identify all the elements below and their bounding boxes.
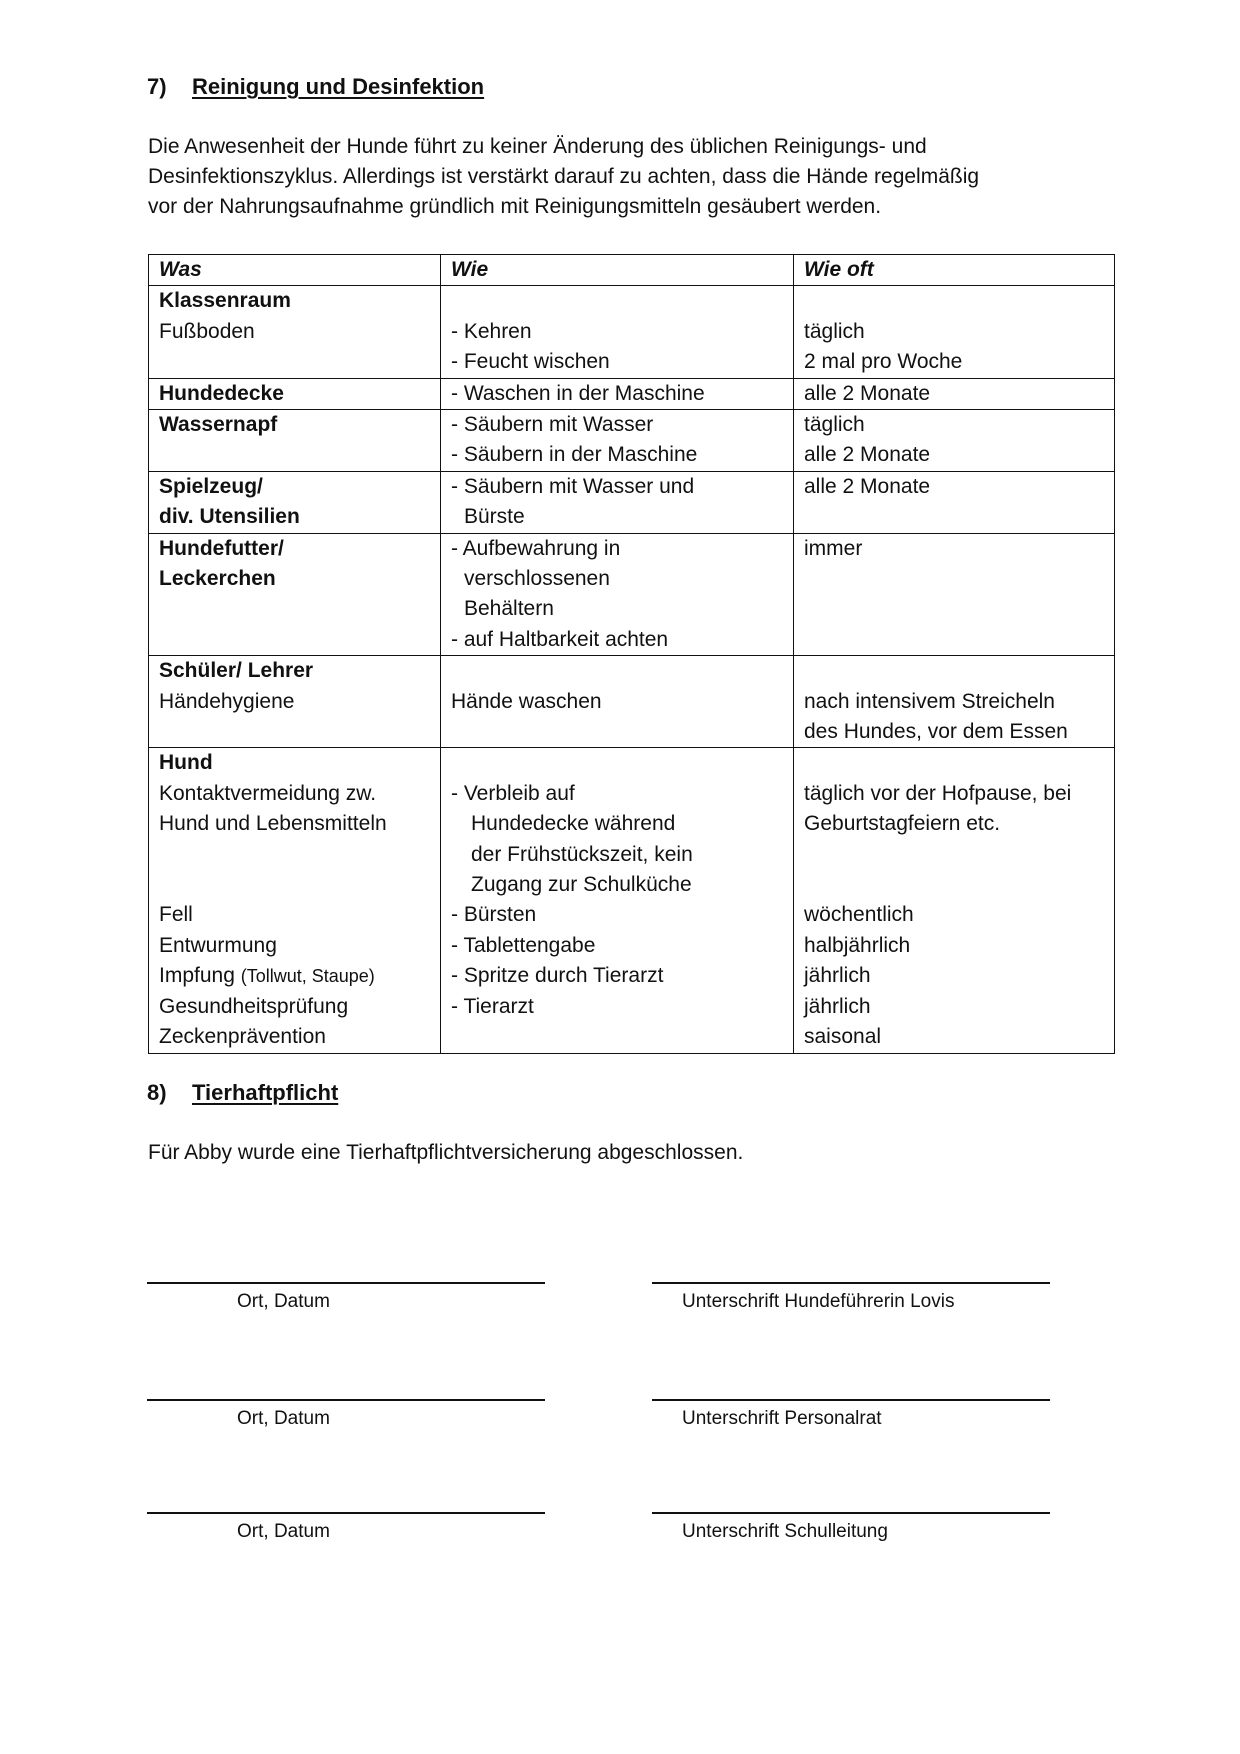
cell-line xyxy=(804,687,1104,717)
cell-line xyxy=(451,1022,783,1052)
signature-label-place-date-1: Ort, Datum xyxy=(237,1291,330,1312)
cell-text: Wassernapf xyxy=(159,413,278,437)
cell-line xyxy=(451,379,783,409)
cell-wie-oft xyxy=(794,656,1115,748)
cell-line xyxy=(804,379,1104,409)
cell-text: - Tierarzt xyxy=(451,994,534,1018)
cell-line xyxy=(804,286,1104,316)
section-7-paragraph xyxy=(148,132,979,222)
cell-text: Behältern xyxy=(464,597,554,621)
paragraph-line: Die Anwesenheit der Hunde führt zu keiner Änderung des üblichen Reinigungs- und xyxy=(148,135,927,158)
cell-was xyxy=(149,378,441,409)
cell-text: Zugang zur Schulküche xyxy=(471,873,692,897)
cell-line xyxy=(804,440,1104,470)
table-row xyxy=(149,286,1115,378)
cell-text: - Tablettengabe xyxy=(451,933,596,957)
cell-line xyxy=(159,687,430,717)
cell-line xyxy=(451,594,783,624)
cell-line xyxy=(804,992,1104,1022)
cell-line xyxy=(159,870,430,900)
cell-line xyxy=(159,625,430,655)
cell-line xyxy=(159,779,430,809)
cell-line xyxy=(804,472,1104,502)
cell-text: Bürste xyxy=(464,505,525,529)
cell-text: nach intensivem Streicheln xyxy=(804,689,1055,713)
cell-line xyxy=(804,748,1104,778)
cell-line xyxy=(804,502,1104,532)
cell-text: - Spritze durch Tierarzt xyxy=(451,964,664,988)
cell-line xyxy=(159,931,430,961)
column-header-wie-oft: Wie oft xyxy=(794,255,1115,286)
cell-wie-oft xyxy=(794,471,1115,533)
table-row xyxy=(149,533,1115,656)
cell-text: täglich xyxy=(804,413,865,437)
cell-text: - Feucht wischen xyxy=(451,350,610,374)
signature-label-school-management: Unterschrift Schulleitung xyxy=(682,1521,888,1542)
cell-text: - Verbleib auf xyxy=(451,781,575,805)
cell-line xyxy=(159,286,430,316)
cell-line xyxy=(451,717,783,747)
cell-text: Gesundheitsprüfung xyxy=(159,994,349,1018)
cell-line xyxy=(451,809,783,839)
cell-line xyxy=(451,410,783,440)
cell-was xyxy=(149,286,441,378)
cell-text: 2 mal pro Woche xyxy=(804,350,963,374)
cell-line xyxy=(159,717,430,747)
section-7-heading xyxy=(147,72,484,102)
cell-line xyxy=(451,564,783,594)
section-8-paragraph: Für Abby wurde eine Tierhaftpflichtversicherung abgeschlossen. xyxy=(148,1141,744,1164)
signature-line-place-date-3 xyxy=(147,1512,545,1514)
table-row xyxy=(149,656,1115,748)
signature-line-staff-council xyxy=(652,1399,1050,1401)
cell-text: jährlich xyxy=(804,964,871,988)
cell-text: - Aufbewahrung in xyxy=(451,536,621,560)
cell-text: - Säubern mit Wasser xyxy=(451,413,654,437)
cell-wie xyxy=(441,410,794,472)
cell-line xyxy=(451,472,783,502)
cell-line xyxy=(159,809,430,839)
cell-line xyxy=(159,379,430,409)
cell-line xyxy=(804,840,1104,870)
cell-text: des Hundes, vor dem Essen xyxy=(804,720,1068,744)
cell-line xyxy=(451,961,783,991)
cell-line xyxy=(804,870,1104,900)
cell-text: täglich vor der Hofpause, bei xyxy=(804,781,1072,805)
cell-text: Kontaktvermeidung zw. xyxy=(159,781,377,805)
cell-line xyxy=(451,286,783,316)
cell-wie xyxy=(441,286,794,378)
table-row xyxy=(149,471,1115,533)
cell-line xyxy=(804,347,1104,377)
cell-text: - Säubern mit Wasser und xyxy=(451,474,695,498)
cell-was xyxy=(149,533,441,656)
cell-line xyxy=(451,656,783,686)
cell-text: div. Utensilien xyxy=(159,505,300,529)
cell-text: Zeckenprävention xyxy=(159,1025,326,1049)
cell-text: Klassenraum xyxy=(159,289,291,313)
cell-line xyxy=(451,317,783,347)
signature-label-place-date-3: Ort, Datum xyxy=(237,1521,330,1542)
cell-text: - auf Haltbarkeit achten xyxy=(451,627,669,651)
table-row xyxy=(149,748,1115,1053)
cell-wie xyxy=(441,748,794,1053)
signature-label-staff-council: Unterschrift Personalrat xyxy=(682,1408,882,1429)
signature-label-dog-handler: Unterschrift Hundeführerin Lovis xyxy=(682,1291,955,1312)
cell-was xyxy=(149,410,441,472)
cell-line xyxy=(159,656,430,686)
cell-text: Hundedecke während xyxy=(471,812,676,836)
cell-text: Händehygiene xyxy=(159,689,295,713)
cell-line xyxy=(451,870,783,900)
cell-wie-oft xyxy=(794,533,1115,656)
cell-wie-oft xyxy=(794,378,1115,409)
cleaning-schedule-table xyxy=(148,254,1115,1054)
signature-line-place-date-2 xyxy=(147,1399,545,1401)
cell-text: - Bürsten xyxy=(451,903,537,927)
cell-line xyxy=(159,748,430,778)
cell-line xyxy=(159,840,430,870)
cell-line xyxy=(451,840,783,870)
cell-text: Hände waschen xyxy=(451,689,602,713)
cell-was xyxy=(149,656,441,748)
table-row xyxy=(149,410,1115,472)
cell-line xyxy=(451,440,783,470)
cell-line xyxy=(804,564,1104,594)
cell-line xyxy=(804,809,1104,839)
cell-text: alle 2 Monate xyxy=(804,474,931,498)
cell-note: (Tollwut, Staupe) xyxy=(240,966,375,987)
section-8-heading xyxy=(147,1078,338,1108)
cell-text: Hundefutter/ xyxy=(159,536,284,560)
cell-line xyxy=(804,717,1104,747)
cell-line xyxy=(451,502,783,532)
signature-label-place-date-2: Ort, Datum xyxy=(237,1408,330,1429)
cell-wie-oft xyxy=(794,286,1115,378)
cell-line xyxy=(804,625,1104,655)
section-7-number: 7) xyxy=(147,74,167,99)
cell-line xyxy=(451,625,783,655)
cell-line xyxy=(804,931,1104,961)
cell-text: - Säubern in der Maschine xyxy=(451,443,698,467)
cell-text: Hund und Lebensmitteln xyxy=(159,812,387,836)
cell-line xyxy=(451,748,783,778)
cell-was xyxy=(149,748,441,1053)
signature-line-place-date-1 xyxy=(147,1282,545,1284)
column-header-was: Was xyxy=(149,255,441,286)
cell-line xyxy=(804,317,1104,347)
cell-text: Geburtstagfeiern etc. xyxy=(804,812,1001,836)
cell-line xyxy=(159,900,430,930)
cell-line xyxy=(159,440,430,470)
cell-line xyxy=(804,779,1104,809)
cell-was xyxy=(149,471,441,533)
signature-line-school-management xyxy=(652,1512,1050,1514)
cell-line xyxy=(804,900,1104,930)
table-row xyxy=(149,378,1115,409)
cell-line xyxy=(159,594,430,624)
cell-line xyxy=(451,687,783,717)
cell-text: wöchentlich xyxy=(804,903,914,927)
cell-line xyxy=(159,502,430,532)
paragraph-line: Desinfektionszyklus. Allerdings ist verstärkt darauf zu achten, dass die Hände regelmäßig xyxy=(148,165,980,188)
cell-text: Fell xyxy=(159,903,193,927)
cell-wie-oft xyxy=(794,410,1115,472)
cell-line xyxy=(159,564,430,594)
cell-text: halbjährlich xyxy=(804,933,911,957)
section-7-title: Reinigung und Desinfektion xyxy=(192,74,485,99)
column-header-wie: Wie xyxy=(441,255,794,286)
cell-text: Leckerchen xyxy=(159,567,276,591)
cell-text: Entwurmung xyxy=(159,933,277,957)
cell-line xyxy=(451,534,783,564)
cell-line xyxy=(451,931,783,961)
cell-wie xyxy=(441,533,794,656)
cell-line xyxy=(159,472,430,502)
cell-text: alle 2 Monate xyxy=(804,443,931,467)
cell-text: Hundedecke xyxy=(159,381,284,405)
cell-line xyxy=(451,347,783,377)
cell-line xyxy=(804,410,1104,440)
cell-line xyxy=(159,992,430,1022)
cell-line xyxy=(451,900,783,930)
cell-text: - Waschen in der Maschine xyxy=(451,381,705,405)
section-8-title: Tierhaftpflicht xyxy=(192,1080,339,1105)
cell-line xyxy=(804,656,1104,686)
cell-line xyxy=(804,594,1104,624)
cell-text: jährlich xyxy=(804,994,871,1018)
cell-text: saisonal xyxy=(804,1025,882,1049)
cell-line xyxy=(804,1022,1104,1052)
cell-text: - Kehren xyxy=(451,319,532,343)
cell-text: Hund xyxy=(159,751,213,775)
table-header-row xyxy=(149,255,1115,286)
cell-text: der Frühstückszeit, kein xyxy=(471,842,693,866)
cell-text: Fußboden xyxy=(159,319,255,343)
cell-text: Spielzeug/ xyxy=(159,474,263,498)
cell-text: täglich xyxy=(804,319,865,343)
cell-line xyxy=(451,992,783,1022)
cell-wie-oft xyxy=(794,748,1115,1053)
cell-text: verschlossenen xyxy=(464,567,610,591)
cell-text: Schüler/ Lehrer xyxy=(159,659,314,683)
section-8-number: 8) xyxy=(147,1080,167,1105)
cell-text: Impfung xyxy=(159,964,235,988)
cell-line xyxy=(159,534,430,564)
cell-wie xyxy=(441,656,794,748)
cell-wie xyxy=(441,471,794,533)
cell-line xyxy=(159,317,430,347)
cell-wie xyxy=(441,378,794,409)
cell-line xyxy=(159,1022,430,1052)
cell-line xyxy=(159,347,430,377)
cell-line xyxy=(804,961,1104,991)
cell-line xyxy=(804,534,1104,564)
paragraph-line: vor der Nahrungsaufnahme gründlich mit Reinigungsmitteln gesäubert werden. xyxy=(148,195,882,218)
cell-line xyxy=(159,961,430,991)
cell-text: immer xyxy=(804,536,863,560)
cell-line xyxy=(451,779,783,809)
cell-text: alle 2 Monate xyxy=(804,381,931,405)
signature-line-dog-handler xyxy=(652,1282,1050,1284)
cell-line xyxy=(159,410,430,440)
